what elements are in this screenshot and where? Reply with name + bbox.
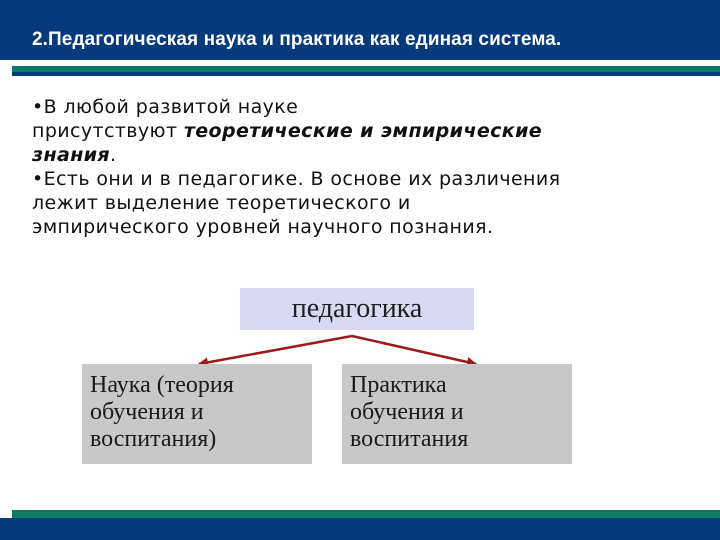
bullet-1-text: присутствуют [32, 120, 184, 142]
bullet-1-emphasis: теоретические и эмпирические [183, 120, 543, 142]
arrow-to-science [199, 336, 352, 364]
bottom-divider-green [12, 510, 720, 518]
science-box [82, 364, 312, 464]
practice-line-1: Практика [350, 372, 447, 398]
footer-bar [0, 518, 720, 540]
science-line-2: обучения и [90, 399, 204, 425]
science-line-1: Наука (теория [90, 372, 234, 398]
practice-box [342, 364, 572, 464]
practice-line-2: обучения и [350, 399, 464, 425]
bullet-1-period: . [110, 144, 117, 166]
practice-line-3: воспитания [350, 426, 469, 452]
bullet-2-line-2: лежит выделение теоретического и [32, 192, 411, 214]
bullet-1-emphasis-end: знания [32, 144, 111, 166]
arrow-to-practice [352, 336, 476, 364]
bullet-2-line-1: •Есть они и в педагогике. В основе их различения [32, 168, 561, 190]
slide-title: 2.Педагогическая наука и практика как единая система. [32, 29, 562, 50]
bullet-2-line-3: эмпирического уровней научного познания. [32, 216, 494, 238]
pedagogy-box: педагогика [240, 288, 474, 330]
science-line-3: воспитания) [90, 426, 217, 452]
bullet-1-line-1: •В любой развитой науке [32, 96, 299, 118]
